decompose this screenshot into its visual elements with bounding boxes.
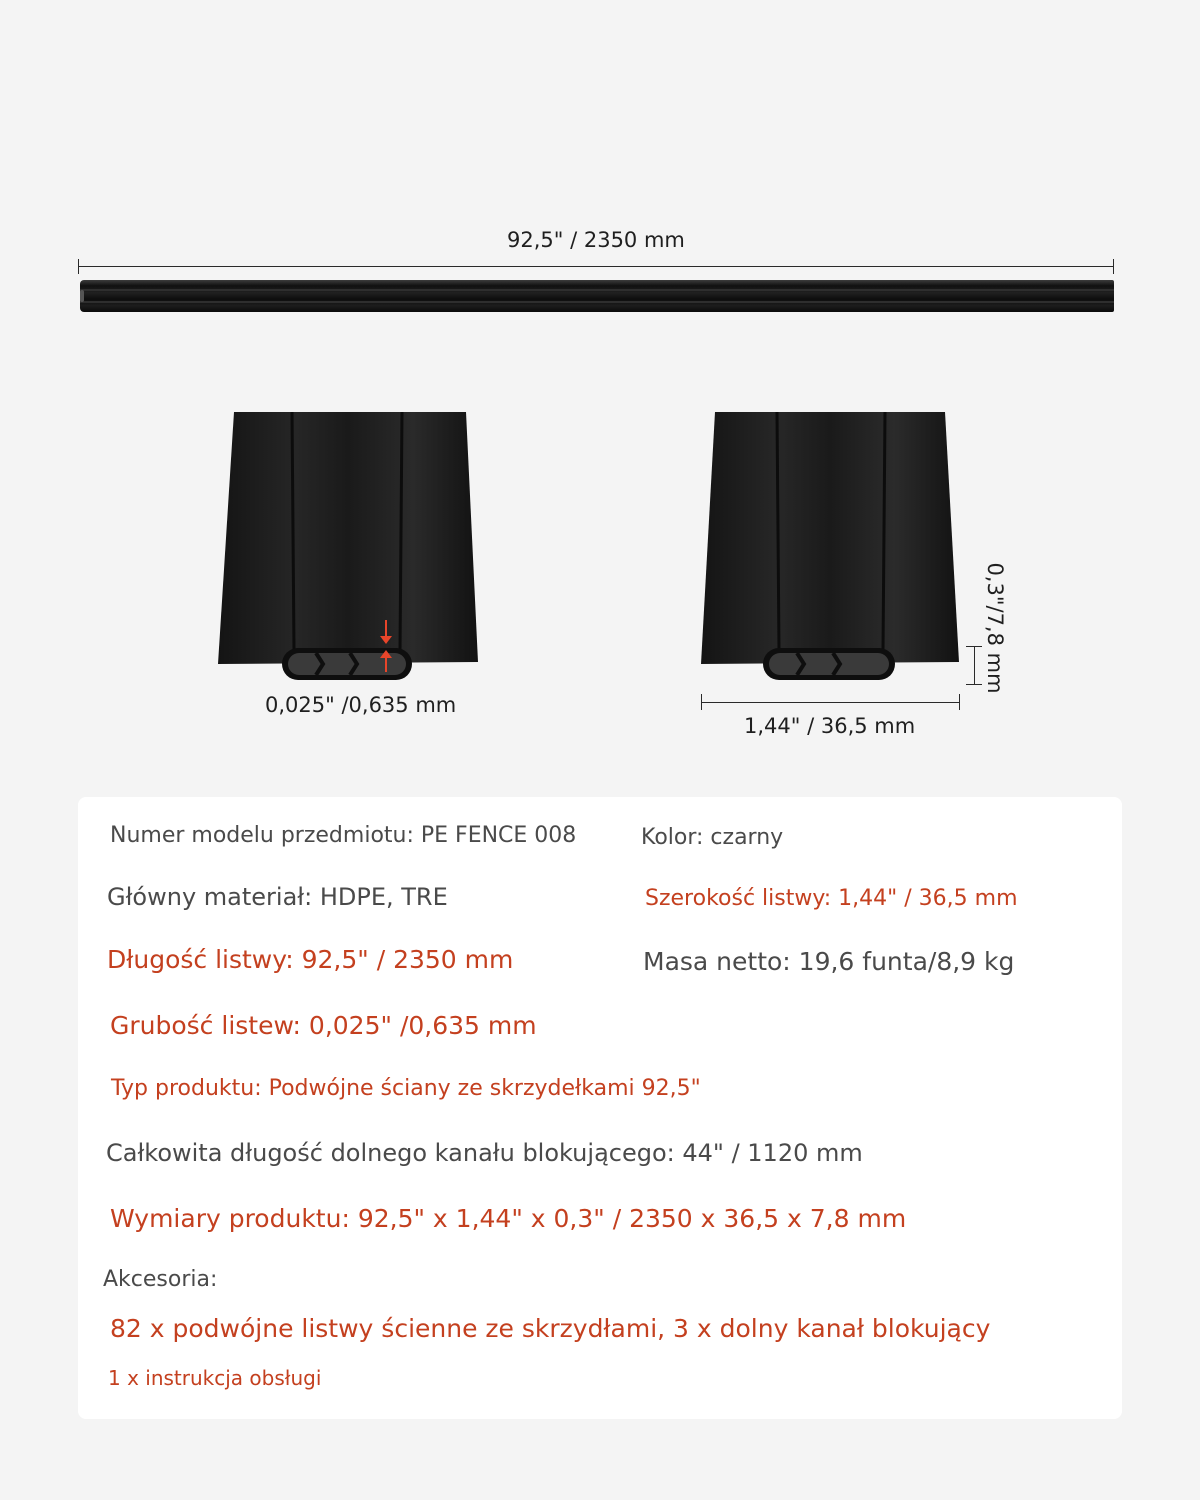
specifications-panel [78,797,1122,1419]
width-dimension-line [701,702,960,703]
spec-main-material: Główny materiał: HDPE, TRE [107,883,448,911]
length-dimension-label: 92,5" / 2350 mm [507,228,685,252]
spec-slat-thickness: Grubość listew: 0,025" /0,635 mm [110,1011,537,1040]
spec-slat-length: Długość listwy: 92,5" / 2350 mm [107,945,514,974]
spec-product-dimensions: Wymiary produktu: 92,5" x 1,44" x 0,3" / 2350 x 36,5 x 7,8 mm [110,1204,907,1233]
length-dimension-tick-right [1113,259,1114,274]
spec-slat-width: Szerokość listwy: 1,44" / 36,5 mm [645,886,1018,911]
spec-color: Kolor: czarny [641,825,784,850]
slat-cross-section-thickness-image [214,410,480,685]
length-dimension-line [78,266,1114,267]
spec-model-number: Numer modelu przedmiotu: PE FENCE 008 [110,823,577,848]
width-dimension-tick-left [701,694,702,710]
length-dimension-tick-left [78,259,79,274]
spec-product-type: Typ produktu: Podwójne ściany ze skrzydełkami 92,5" [111,1076,701,1101]
width-dimension-tick-right [959,694,960,710]
slat-cross-section-width-image [697,410,963,685]
accessories-manual: 1 x instrukcja obsługi [108,1366,322,1390]
slat-full-length-image [80,280,1114,312]
height-dimension-line [974,646,975,684]
thickness-dimension-label: 0,025" /0,635 mm [265,693,457,717]
spec-bottom-channel-length: Całkowita długość dolnego kanału blokującego: 44" / 1120 mm [106,1139,863,1167]
height-dimension-label: 0,3"/7,8 mm [983,562,1007,694]
spec-net-weight: Masa netto: 19,6 funta/8,9 kg [643,947,1015,976]
accessories-items: 82 x podwójne listwy ścienne ze skrzydłami, 3 x dolny kanał blokujący [110,1314,991,1343]
accessories-heading: Akcesoria: [103,1267,218,1292]
width-dimension-label: 1,44" / 36,5 mm [744,714,916,738]
height-dimension-tick-bottom [966,684,982,685]
height-dimension-tick-top [966,646,982,647]
